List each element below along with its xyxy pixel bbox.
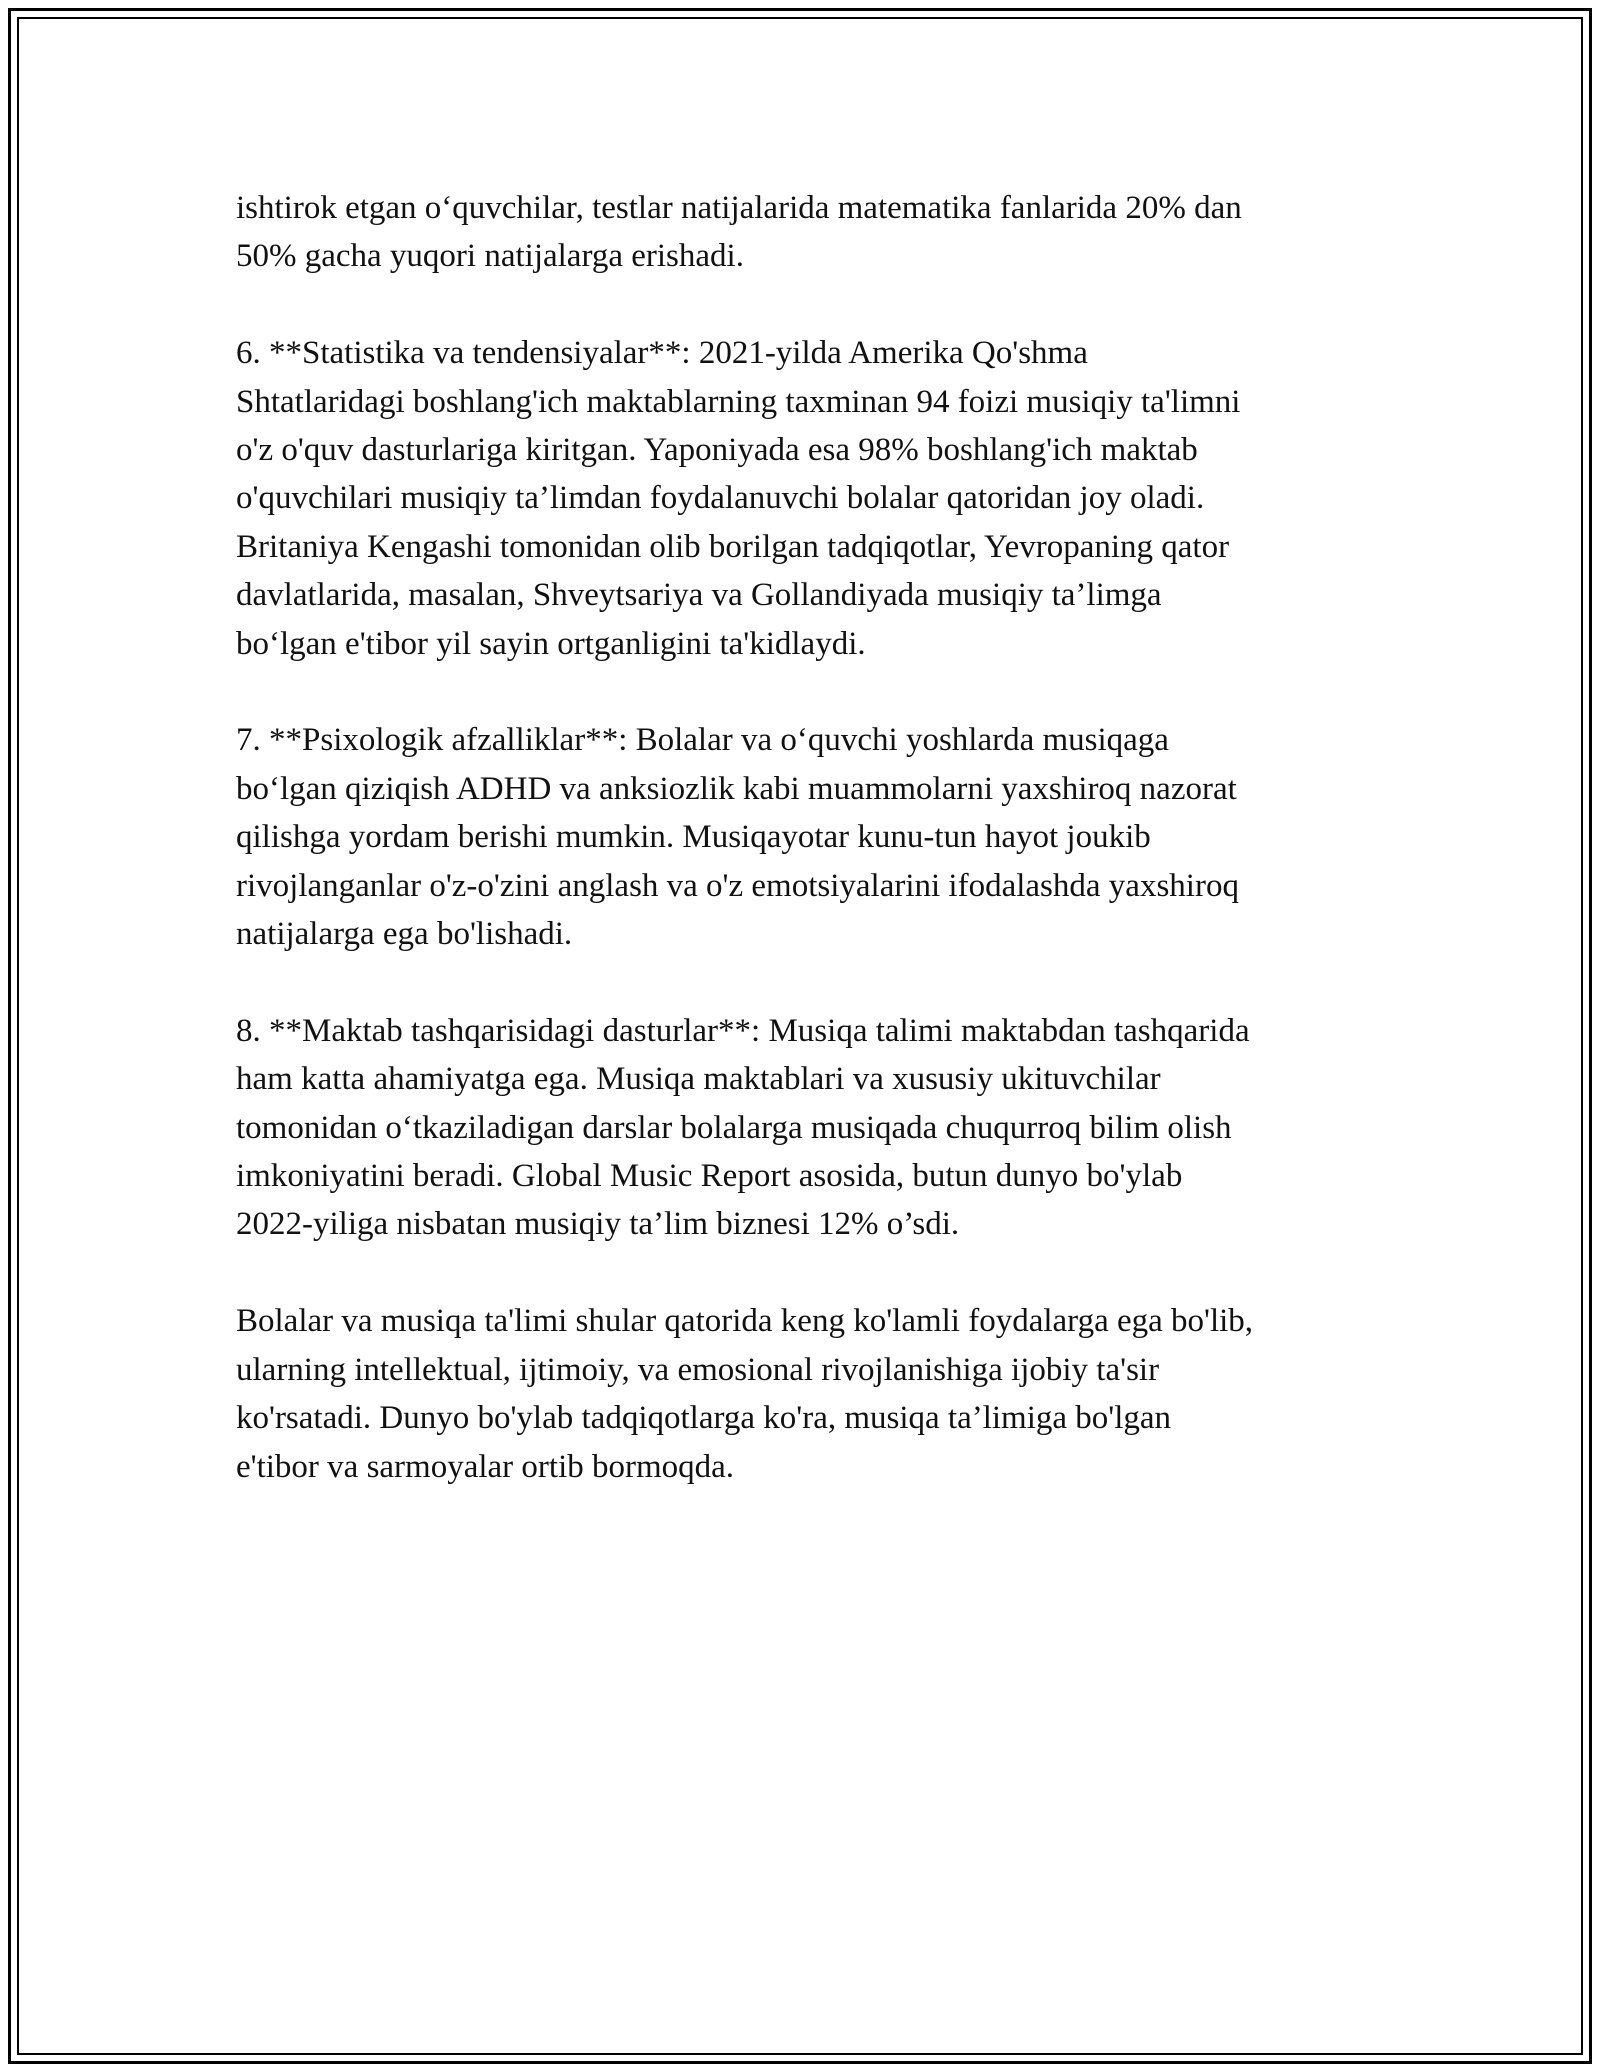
paragraph-extracurricular [236, 1007, 1386, 1249]
text-line: Shtatlaridagi boshlang'ich maktablarning taxminan 94 foizi musiqiy ta'limni [236, 383, 1241, 420]
text-line: rivojlanganlar o'z-o'zini anglash va o'z emotsiyalarini ifodalashda yaxshiroq [236, 867, 1239, 904]
document-body [236, 184, 1386, 1539]
text-line: qilishga yordam berishi mumkin. Musiqayotar kunu-tun hayot joukib [236, 819, 1151, 856]
text-line: davlatlarida, masalan, Shveytsariya va Gollandiyada musiqiy ta’limga [236, 577, 1162, 614]
text-line: 2022-yiliga nisbatan musiqiy ta’lim biznesi 12% o’sdi. [236, 1206, 960, 1243]
text-line: Bolalar va musiqa ta'limi shular qatorida keng ko'lamli foydalarga ega bo'lib, [236, 1303, 1254, 1340]
text-line: o'quvchilari musiqiy ta’limdan foydalanuvchi bolalar qatoridan joy oladi. [236, 480, 1205, 517]
text-line: imkoniyatini beradi. Global Music Report asosida, butun dunyo bo'ylab [236, 1158, 1183, 1195]
text-line: tomonidan o‘tkaziladigan darslar bolalarga musiqada chuqurroq bilim olish [236, 1109, 1232, 1146]
text-line: ishtirok etgan o‘quvchilar, testlar natijalarida matematika fanlarida 20% dan [236, 190, 1242, 226]
paragraph-conclusion [236, 1297, 1386, 1491]
text-line: e'tibor va sarmoyalar ortib bormoqda. [236, 1448, 735, 1485]
text-line: ham katta ahamiyatga ega. Musiqa maktablari va xususiy ukituvchilar [236, 1061, 1161, 1098]
text-line: bo‘lgan qiziqish ADHD va anksiozlik kabi muammolarni yaxshiroq nazorat [236, 770, 1237, 807]
text-line: natijalarga ega bo'lishadi. [236, 916, 573, 953]
paragraph-continuation [236, 184, 1386, 281]
text-line: 6. **Statistika va tendensiyalar**: 2021-yilda Amerika Qo'shma [236, 335, 1088, 372]
text-line: bo‘lgan e'tibor yil sayin ortganligini ta'kidlaydi. [236, 625, 866, 662]
text-line: 8. **Maktab tashqarisidagi dasturlar**: Musiqa talimi maktabdan tashqarida [236, 1012, 1250, 1049]
text-line: Britaniya Kengashi tomonidan olib borilgan tadqiqotlar, Yevropaning qator [236, 528, 1230, 565]
text-line: ko'rsatadi. Dunyo bo'ylab tadqiqotlarga ko'ra, musiqa ta’limiga bo'lgan [236, 1400, 1172, 1437]
text-line: ularning intellektual, ijtimoiy, va emosional rivojlanishiga ijobiy ta'sir [236, 1351, 1160, 1388]
text-line: o'z o'quv dasturlariga kiritgan. Yaponiyada esa 98% boshlang'ich maktab [236, 432, 1198, 469]
paragraph-statistics [236, 329, 1386, 668]
text-line: 7. **Psixologik afzalliklar**: Bolalar va o‘quvchi yoshlarda musiqaga [236, 722, 1169, 759]
text-line: 50% gacha yuqori natijalarga erishadi. [236, 238, 744, 275]
paragraph-psychology [236, 716, 1386, 958]
